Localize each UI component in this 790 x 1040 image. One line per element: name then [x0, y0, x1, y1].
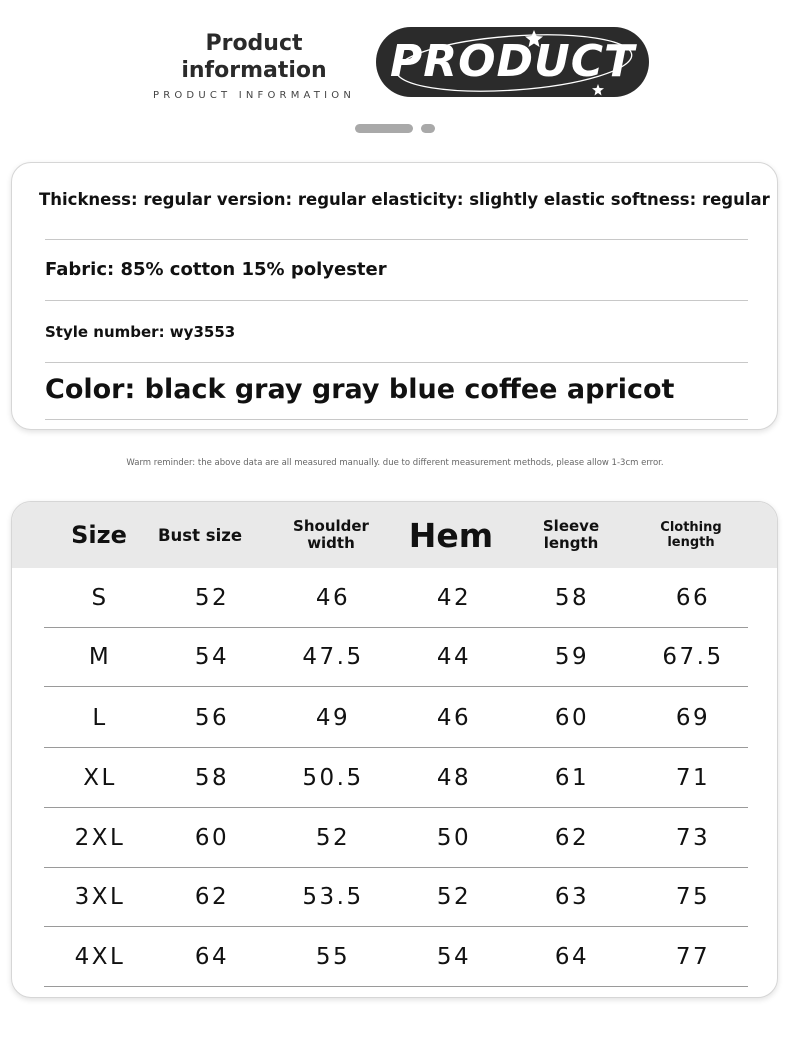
page-header	[0, 0, 790, 145]
cell-sleeve-length: 58	[554, 585, 590, 611]
cell-sleeve-length: 64	[554, 944, 590, 970]
cell-bust-size: 52	[194, 585, 230, 611]
fabric-text: Fabric: 85% cotton 15% polyester	[45, 259, 387, 280]
row-divider	[44, 686, 748, 687]
cell-shoulder-width: 47.5	[302, 644, 364, 670]
table-row	[12, 927, 778, 987]
measurement-reminder: Warm reminder: the above data are all measured manually. due to different measurement methods, please allow 1-3cm error.	[126, 458, 664, 468]
table-row	[12, 808, 778, 868]
product-badge	[376, 27, 649, 97]
cell-shoulder-width: 55	[315, 944, 351, 970]
cell-shoulder-width: 46	[315, 585, 351, 611]
cell-sleeve-length: 62	[554, 825, 590, 851]
product-badge-text: PRODUCT	[389, 36, 636, 87]
cell-bust-size: 62	[194, 884, 230, 910]
cell-shoulder-width: 53.5	[302, 884, 364, 910]
header-size: Size	[71, 521, 127, 549]
header-bust-size: Bust size	[157, 525, 243, 545]
pager-dot	[421, 124, 435, 133]
info-row-style-number	[45, 301, 748, 363]
title-block	[138, 30, 370, 101]
title-line-2: information	[181, 58, 327, 83]
table-row	[12, 688, 778, 748]
cell-size: XL	[83, 765, 117, 791]
table-row	[12, 867, 778, 927]
cell-clothing-length: 73	[675, 825, 711, 851]
cell-sleeve-length: 61	[554, 765, 590, 791]
cell-sleeve-length: 63	[554, 884, 590, 910]
header-sleeve-length: Sleeve length	[542, 517, 600, 552]
cell-hem: 48	[436, 765, 472, 791]
cell-sleeve-length: 59	[554, 644, 590, 670]
table-row	[12, 568, 778, 628]
cell-clothing-length: 66	[675, 585, 711, 611]
cell-size: M	[88, 644, 112, 670]
size-chart-table	[11, 501, 778, 998]
header-shoulder-width: Shoulder width	[293, 517, 369, 552]
style-number-text: Style number: wy3553	[45, 323, 236, 341]
cell-bust-size: 56	[194, 705, 230, 731]
table-header	[12, 502, 778, 568]
cell-size: 3XL	[74, 884, 126, 910]
cell-shoulder-width: 52	[315, 825, 351, 851]
cell-shoulder-width: 50.5	[302, 765, 364, 791]
cell-clothing-length: 77	[675, 944, 711, 970]
title-subtitle: PRODUCT INFORMATION	[152, 90, 356, 101]
table-row	[12, 748, 778, 808]
cell-hem: 44	[436, 644, 472, 670]
info-row-color	[45, 363, 748, 420]
row-divider	[44, 986, 748, 987]
color-text: Color: black gray gray blue coffee apricot	[45, 374, 675, 405]
header-hem: Hem	[408, 515, 494, 555]
cell-hem: 52	[436, 884, 472, 910]
cell-clothing-length: 67.5	[662, 644, 724, 670]
cell-hem: 54	[436, 944, 472, 970]
title-line-1: Product	[205, 31, 303, 56]
info-row-fabric	[45, 239, 748, 301]
cell-size: S	[91, 585, 109, 611]
cell-sleeve-length: 60	[554, 705, 590, 731]
pager-dot-active	[355, 124, 413, 133]
attributes-text: Thickness: regular version: regular elasticity: slightly elastic softness: regular	[39, 190, 770, 209]
cell-bust-size: 54	[194, 644, 230, 670]
info-row-attributes	[39, 163, 770, 239]
cell-size: 4XL	[74, 944, 126, 970]
header-clothing-length: Clothing length	[660, 520, 722, 550]
cell-shoulder-width: 49	[315, 705, 351, 731]
cell-bust-size: 58	[194, 765, 230, 791]
cell-hem: 50	[436, 825, 472, 851]
cell-hem: 46	[436, 705, 472, 731]
table-row	[12, 627, 778, 687]
cell-hem: 42	[436, 585, 472, 611]
cell-clothing-length: 69	[675, 705, 711, 731]
cell-bust-size: 60	[194, 825, 230, 851]
cell-size: L	[92, 705, 108, 731]
cell-clothing-length: 71	[675, 765, 711, 791]
cell-clothing-length: 75	[675, 884, 711, 910]
product-info-card	[11, 162, 778, 430]
cell-bust-size: 64	[194, 944, 230, 970]
cell-size: 2XL	[74, 825, 126, 851]
